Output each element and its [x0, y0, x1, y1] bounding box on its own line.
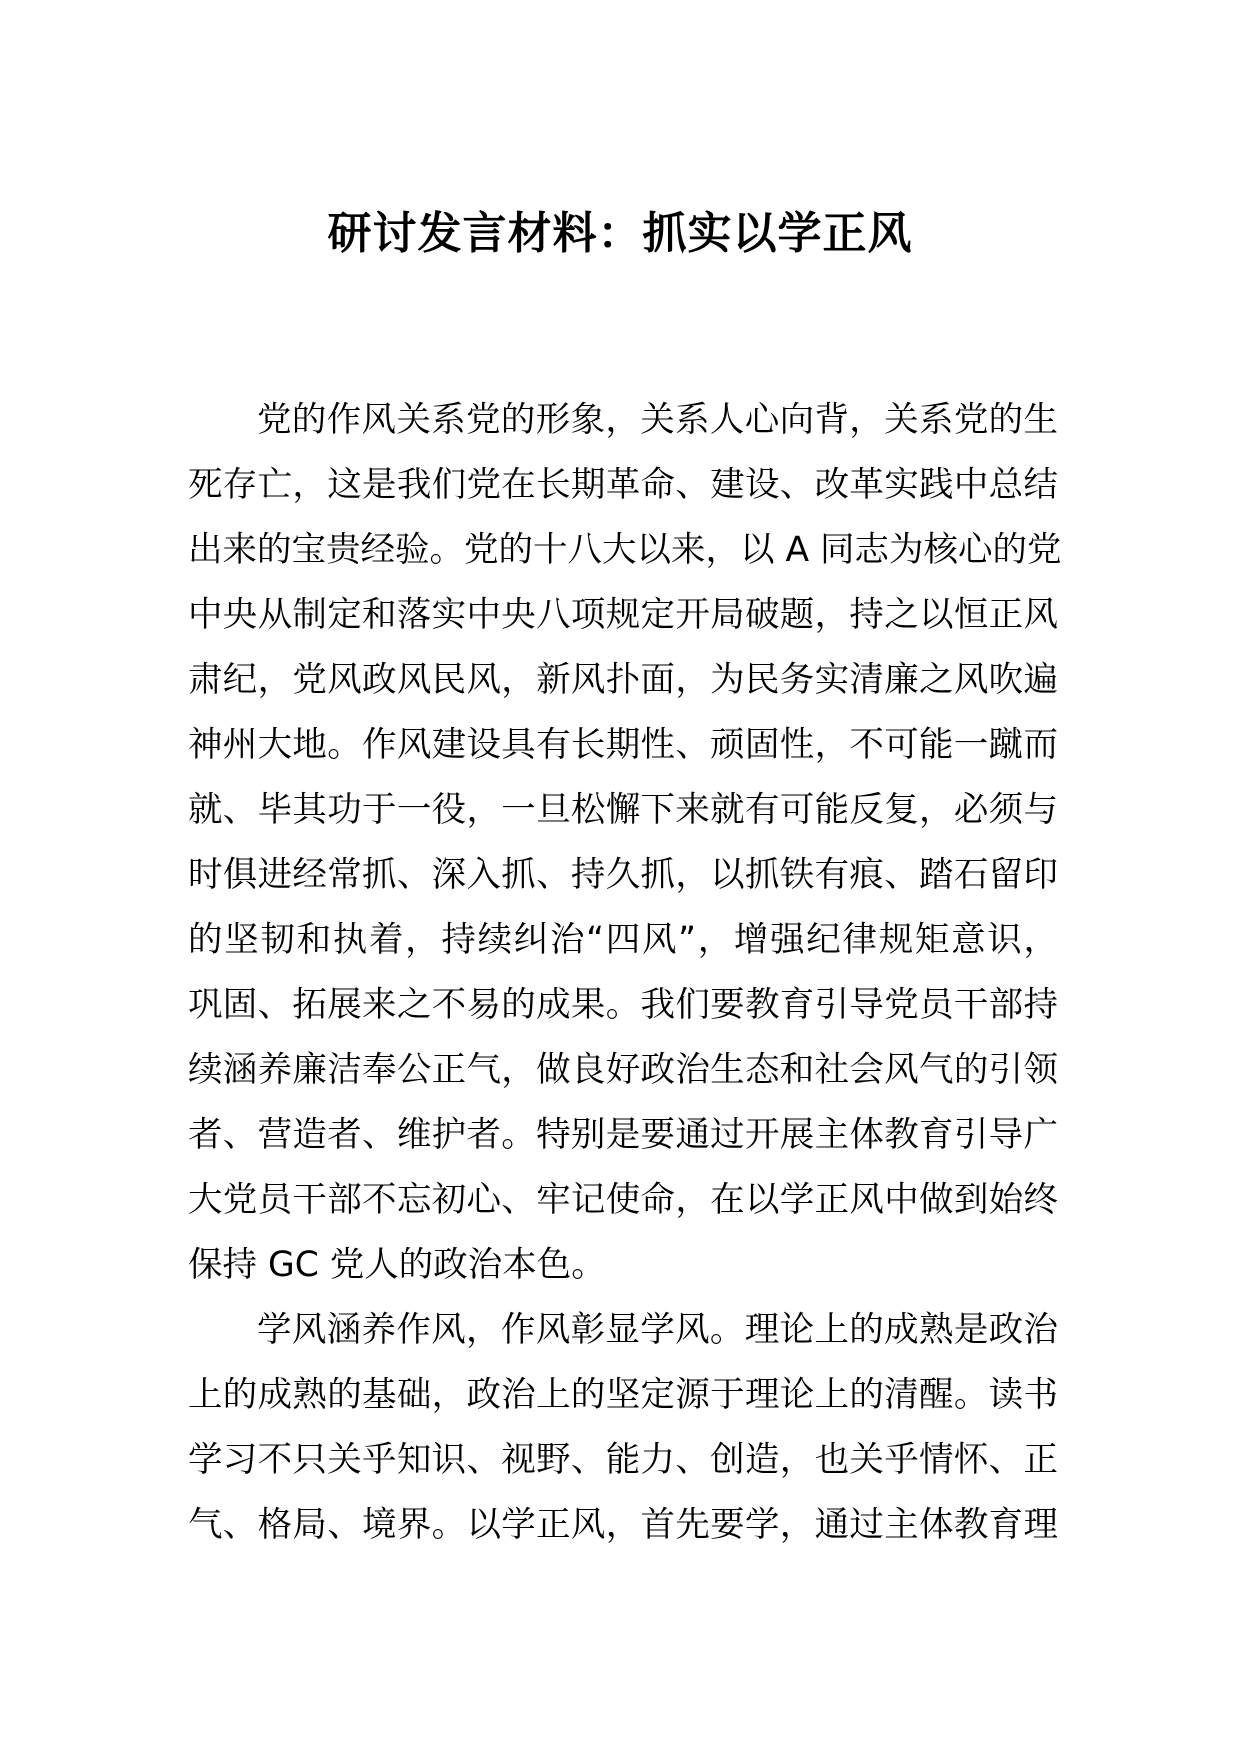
text-line: 续涵养廉洁奉公正气，做良好政治生态和社会风气的引领 — [188, 1050, 1058, 1090]
paragraph-2 — [188, 1298, 1058, 1558]
text-line: 巩固、拓展来之不易的成果。我们要教育引导党员干部持 — [188, 985, 1058, 1025]
text-line: 神州大地。作风建设具有长期性、顽固性，不可能一蹴而 — [188, 725, 1058, 765]
text-line: 的坚韧和执着，持续纠治“四风”，增强纪律规矩意识， — [188, 920, 1058, 960]
text-line: 上的成熟的基础，政治上的坚定源于理论上的清醒。读书 — [188, 1375, 1058, 1415]
text-line: 中央从制定和落实中央八项规定开局破题，持之以恒正风 — [188, 595, 1058, 635]
text-line: 肃纪，党风政风民风，新风扑面，为民务实清廉之风吹遍 — [188, 660, 1058, 700]
text-line: 保持 GC 党人的政治本色。 — [188, 1245, 606, 1285]
text-line: 出来的宝贵经验。党的十八大以来，以 A 同志为核心的党 — [188, 530, 1062, 570]
text-line: 党的作风关系党的形象，关系人心向背，关系党的生 — [257, 400, 1058, 440]
text-line: 学风涵养作风，作风彰显学风。理论上的成熟是政治 — [257, 1310, 1058, 1350]
text-line: 大党员干部不忘初心、牢记使命，在以学正风中做到始终 — [188, 1180, 1058, 1220]
paragraph-1 — [188, 388, 1062, 1298]
text-line: 时俱进经常抓、深入抓、持久抓，以抓铁有痕、踏石留印 — [188, 855, 1058, 895]
text-line: 气、格局、境界。以学正风，首先要学，通过主体教育理 — [188, 1505, 1058, 1545]
text-line: 学习不只关乎知识、视野、能力、创造，也关乎情怀、正 — [188, 1440, 1058, 1480]
text-line: 死存亡，这是我们党在长期革命、建设、改革实践中总结 — [188, 465, 1058, 505]
text-line: 就、毕其功于一役，一旦松懈下来就有可能反复，必须与 — [188, 790, 1058, 830]
text-line: 者、营造者、维护者。特别是要通过开展主体教育引导广 — [188, 1115, 1058, 1155]
document-title: 研讨发言材料：抓实以学正风 — [327, 208, 913, 259]
document-body — [188, 388, 1062, 1558]
